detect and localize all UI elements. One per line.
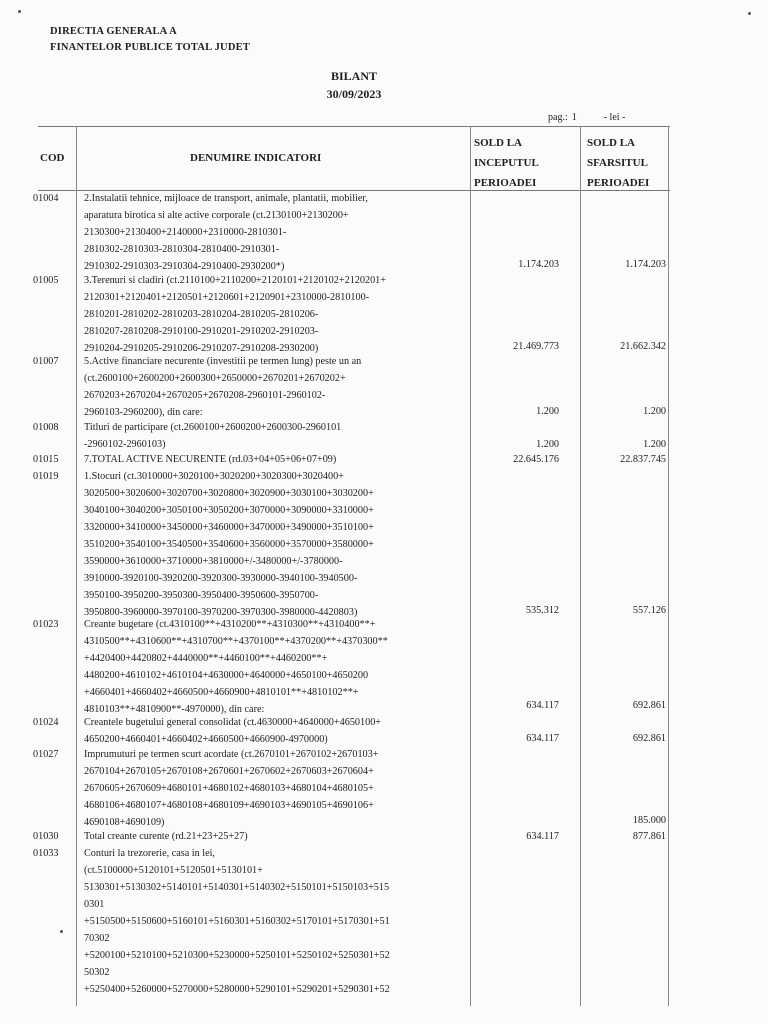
- row-cod: 01015: [33, 454, 59, 465]
- row-denumire: 7.TOTAL ACTIVE NECURENTE (rd.03+04+05+06+07+09): [84, 454, 337, 465]
- row-cod: 01007: [33, 356, 59, 367]
- row-denumire: Conturi la trezorerie, casa in lei, (ct.5100000+5120101+5120501+5130101+ 5130301+5130302+5140101+5140301+5140302+5150101+5150103+515 0301 +5150500+5150600+5160101+5160301+5160302+5170101+5170301+51 70302 +5200100+5210100+5210300+5230000+5250101+5250102+5250301+52 50302 +5250400+5260000+5270000+5280000+5290101+5290201+5290301+52: [84, 848, 390, 995]
- page-label: pag.:: [548, 112, 568, 123]
- header-sold-sfarsit: SOLD LA SFARSITUL PERIOADEI: [587, 137, 650, 189]
- row-cod: 01030: [33, 831, 59, 842]
- table-right-border: [668, 126, 669, 1006]
- row-cod: 01008: [33, 422, 59, 433]
- row-denumire: Creante bugetare (ct.4310100**+4310200**+4310300**+4310400**+ 4310500**+4310600**+4310700**+4370100**+4370200**+4370300** +4420400+4420802+4440000**+4460100**+4460200**+ 4480200+4610102+4610104+4630000+4640000+4650100+4650200 +4660401+4660402+4660500+4660900+4810101**+4810102**+ 4810103**+4810900**-4970000), din care:: [84, 619, 388, 715]
- row-cod: 01023: [33, 619, 59, 630]
- row-denumire: 2.Instalatii tehnice, mijloace de transport, animale, plantatii, mobilier, aparatura birotica si alte active corporale (ct.2130100+2130200+ 2130300+2130400+2140000+2310000-2810301- 2810302-2810303-2810304-2810400-2910301- 2910302-2910303-2910304-2910400-2930200*): [84, 193, 368, 272]
- institution-name: [50, 24, 250, 56]
- row-sold-inceput: 535.312: [525, 605, 559, 616]
- header-cod: COD: [40, 152, 65, 164]
- page-number: 1: [571, 112, 577, 123]
- row-sold-sfarsit: 692.861: [632, 700, 666, 711]
- row-sold-sfarsit: 1.174.203: [625, 259, 666, 270]
- table-top-rule: [38, 126, 670, 127]
- row-cod: 01004: [33, 193, 59, 204]
- row-sold-sfarsit: 185.000: [632, 815, 666, 826]
- row-sold-inceput: 22.645.176: [513, 454, 559, 465]
- row-sold-sfarsit: 1.200: [643, 439, 666, 450]
- page-indicator: [548, 112, 625, 123]
- sold-column-divider: [580, 126, 581, 1006]
- cod-column-divider: [76, 126, 77, 1006]
- row-sold-inceput: 634.117: [526, 700, 559, 711]
- row-sold-inceput: 21.469.773: [513, 341, 559, 352]
- row-cod: 01005: [33, 275, 59, 286]
- row-sold-sfarsit: 692.861: [632, 733, 666, 744]
- report-date: 30/09/2023: [326, 87, 382, 101]
- row-sold-sfarsit: 22.837.745: [620, 454, 666, 465]
- row-sold-inceput: 1.200: [536, 406, 559, 417]
- row-sold-sfarsit: 21.662.342: [620, 341, 666, 352]
- document-title: BILANT: [330, 69, 377, 83]
- row-sold-sfarsit: 877.861: [632, 831, 666, 842]
- header-denumire: DENUMIRE INDICATORI: [190, 152, 322, 164]
- institution-line-1: DIRECTIA GENERALA A: [50, 26, 177, 37]
- scan-speck: [18, 10, 21, 13]
- currency-unit: - lei -: [603, 112, 626, 123]
- header-sold-inceput: SOLD LA INCEPUTUL PERIOADEI: [474, 137, 539, 189]
- institution-line-2: FINANTELOR PUBLICE TOTAL JUDET: [50, 42, 251, 53]
- row-denumire: 1.Stocuri (ct.3010000+3020100+3020200+3020300+3020400+ 3020500+3020600+3020700+3020800+3020900+3030100+3030200+ 3040100+3040200+3050100+3050200+3070000+3090000+3310000+ 3320000+3410000+3450000+3460000+3470000+3490000+3510100+ 3510200+3540100+3540500+3540600+3560000+3570000+3580000+ 3590000+3610000+3710000+3810000+/-3480000+/-3780000- 3910000-3920100-3920200-3920300-3930000-3940100-3940500- 3950100-3950200-3950300-3950400-3950600-3950700- 3950800-3960000-3970100-3970200-3970300-3980000-4420803): [84, 471, 374, 618]
- row-denumire: 3.Terenuri si cladiri (ct.2110100+2110200+2120101+2120102+2120201+ 2120301+2120401+2120501+2120601+2120901+2310000-2810100- 2810201-2810202-2810203-2810204-2810205-2810206- 2810207-2810208-2910100-2910201-2910202-2910203- 2910204-2910205-2910206-2910207-2910208-2930200): [84, 275, 386, 354]
- row-denumire: Imprumuturi pe termen scurt acordate (ct.2670101+2670102+2670103+ 2670104+2670105+2670108+2670601+2670602+2670603+2670604+ 2670605+2670609+4680101+4680102+4680103+4680104+4680105+ 4680106+4680107+4680108+4680109+4690103+4690105+4690106+ 4690108+4690109): [84, 749, 379, 828]
- row-sold-inceput: 1.174.203: [518, 259, 559, 270]
- scan-speck: [748, 12, 751, 15]
- row-cod: 01027: [33, 749, 59, 760]
- row-denumire: Creantele bugetului general consolidat (ct.4630000+4640000+4650100+ 4650200+4660401+4660402+4660500+4660900-4970000): [84, 717, 382, 745]
- row-sold-inceput: 634.117: [526, 733, 559, 744]
- row-sold-inceput: 1.200: [536, 439, 559, 450]
- row-cod: 01024: [33, 717, 59, 728]
- row-denumire: Titluri de participare (ct.2600100+2600200+2600300-2960101 -2960102-2960103): [84, 422, 342, 450]
- row-sold-sfarsit: 557.126: [632, 605, 666, 616]
- row-sold-sfarsit: 1.200: [643, 406, 666, 417]
- row-sold-inceput: 634.117: [526, 831, 559, 842]
- row-denumire: 5.Active financiare necurente (investitii pe termen lung) peste un an (ct.2600100+2600200+2600300+2650000+2670201+2670202+ 2670203+2670204+2670205+2670208-2960101-2960102- 2960103-2960200), din care:: [84, 356, 362, 418]
- row-cod: 01033: [33, 848, 59, 859]
- row-cod: 01019: [33, 471, 59, 482]
- scan-speck: [60, 930, 63, 933]
- row-denumire: Total creante curente (rd.21+23+25+27): [84, 831, 248, 842]
